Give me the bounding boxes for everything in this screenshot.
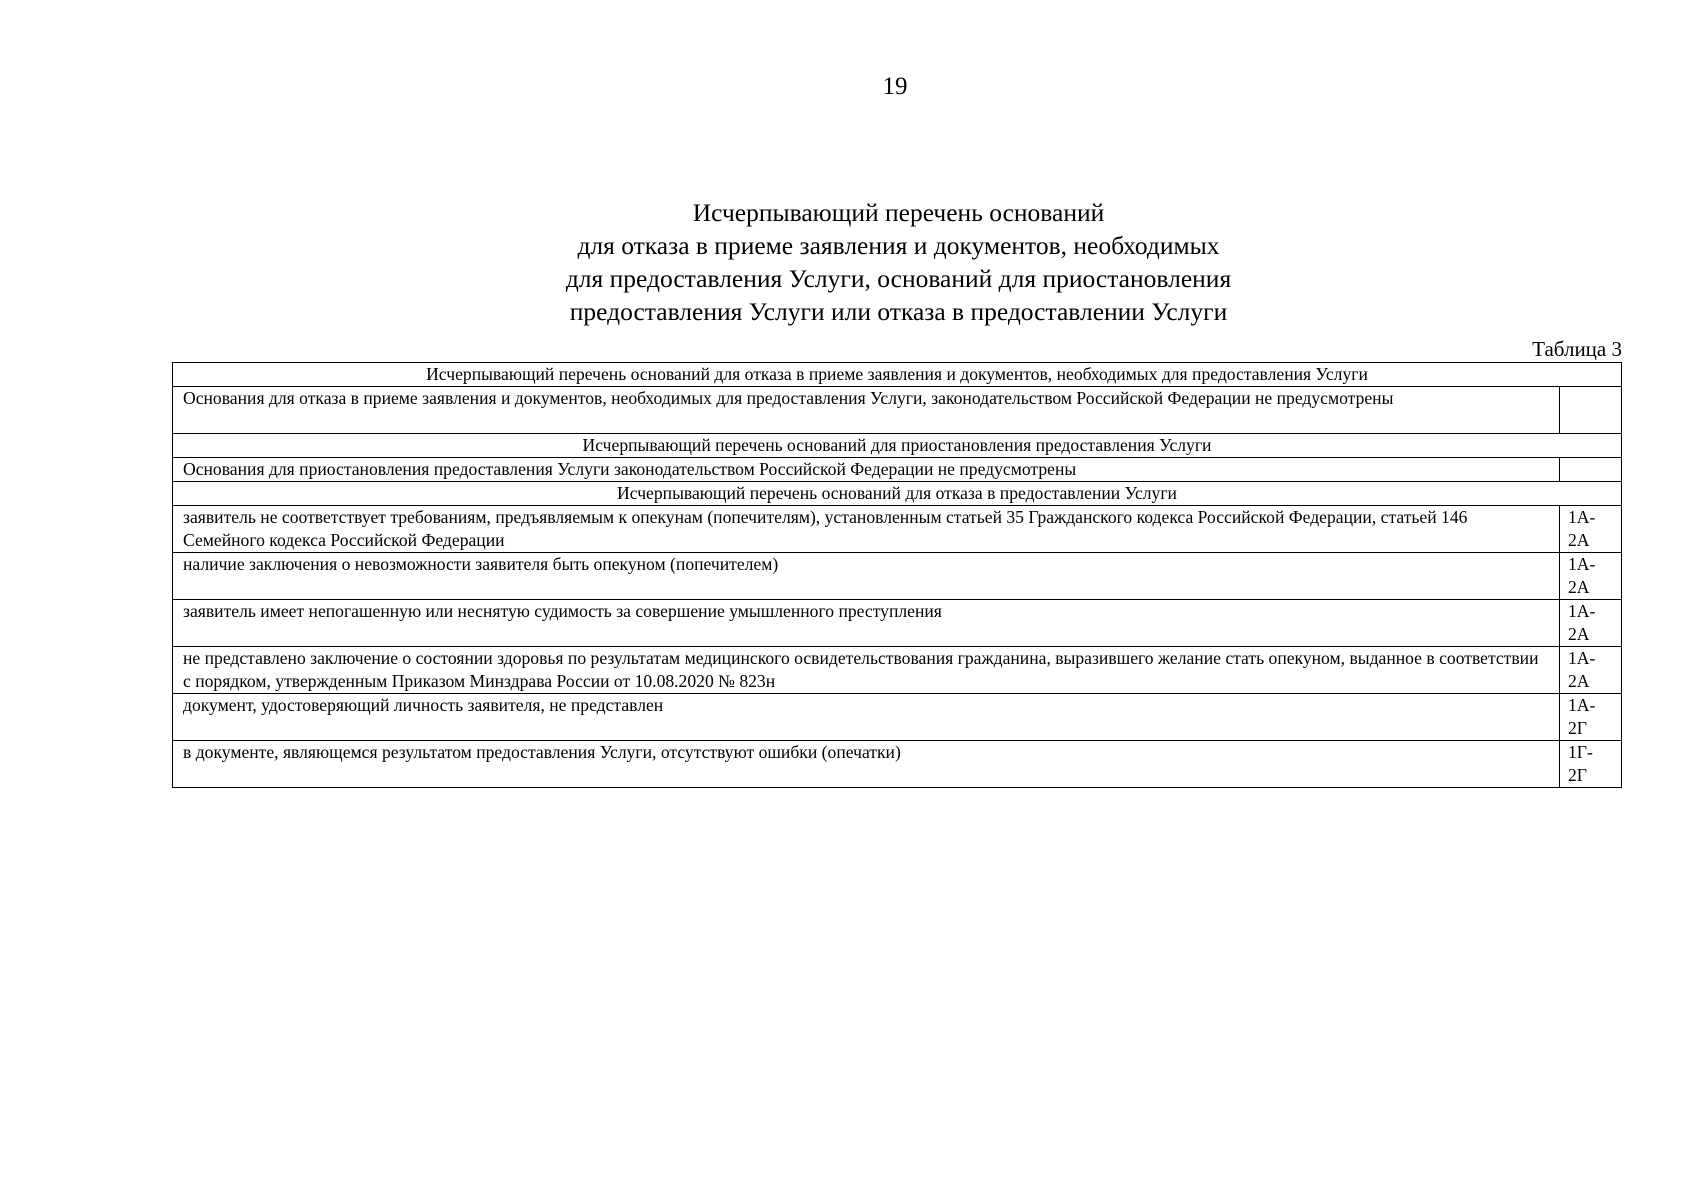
code-line: 1Г- [1567, 742, 1593, 762]
page-number: 19 [882, 73, 908, 100]
table-row [173, 506, 1622, 553]
row-text: наличие заключения о невозможности заявителя быть опекуном (попечителем) [173, 553, 1560, 600]
section-heading-row [173, 482, 1622, 506]
code-line: 2Г [1567, 718, 1587, 738]
row-text: не представлено заключение о состоянии здоровья по результатам медицинского освидетельствования гражданина, выразившего желание стать опекуном, выданное в соответствии с порядком, утвержденным Приказом Минздрава России от 10.08.2020 № 823н [173, 647, 1560, 694]
code-line: 1А- [1567, 507, 1596, 527]
section-heading: Исчерпывающий перечень оснований для отказа в предоставлении Услуги [173, 482, 1622, 506]
table-row [173, 458, 1622, 482]
code-line: 2А [1567, 671, 1590, 691]
code-line: 1А- [1567, 601, 1596, 621]
row-code [1559, 647, 1621, 694]
row-code [1559, 694, 1621, 741]
row-text: Основания для приостановления предоставления Услуги законодательством Российской Федерации не предусмотрены [173, 458, 1560, 482]
code-line: 2А [1567, 624, 1590, 644]
row-code [1559, 387, 1621, 434]
row-text: Основания для отказа в приеме заявления и документов, необходимых для предоставления Услуги, законодательством Российской Федерации не предусмотрены [173, 387, 1560, 434]
title-line: Исчерпывающий перечень оснований [692, 198, 1105, 227]
code-line: 1А- [1567, 554, 1596, 574]
document-title [360, 196, 1437, 328]
table-row [173, 741, 1622, 788]
row-code [1559, 506, 1621, 553]
title-line: предоставления Услуги или отказа в предоставлении Услуги [569, 297, 1228, 326]
table-row [173, 600, 1622, 647]
title-line: для отказа в приеме заявления и документов, необходимых [577, 231, 1220, 260]
code-line: 2А [1567, 530, 1590, 550]
code-line: 1А- [1567, 648, 1596, 668]
row-code [1559, 600, 1621, 647]
section-heading: Исчерпывающий перечень оснований для приостановления предоставления Услуги [173, 434, 1622, 458]
grounds-table [172, 362, 1622, 788]
section-heading-row [173, 434, 1622, 458]
row-code [1559, 458, 1621, 482]
section-heading-row [173, 363, 1622, 387]
table-row [173, 387, 1622, 434]
code-line: 2А [1567, 577, 1590, 597]
table-caption: Таблица 3 [1532, 337, 1622, 361]
code-line: 1А- [1567, 695, 1596, 715]
row-code [1559, 741, 1621, 788]
row-code [1559, 553, 1621, 600]
row-text: заявитель имеет непогашенную или неснятую судимость за совершение умышленного преступления [173, 600, 1560, 647]
table-row [173, 694, 1622, 741]
row-text: в документе, являющемся результатом предоставления Услуги, отсутствуют ошибки (опечатки) [173, 741, 1560, 788]
row-text: заявитель не соответствует требованиям, предъявляемым к опекунам (попечителям), установленным статьей 35 Гражданского кодекса Российской Федерации, статьей 146 Семейного кодекса Российской Федерации [173, 506, 1560, 553]
code-line: 2Г [1567, 765, 1587, 785]
section-heading: Исчерпывающий перечень оснований для отказа в приеме заявления и документов, необходимых для предоставления Услуги [173, 363, 1622, 387]
table-row [173, 553, 1622, 600]
title-line: для предоставления Услуги, оснований для приостановления [565, 264, 1232, 293]
row-text: документ, удостоверяющий личность заявителя, не представлен [173, 694, 1560, 741]
table-row [173, 647, 1622, 694]
